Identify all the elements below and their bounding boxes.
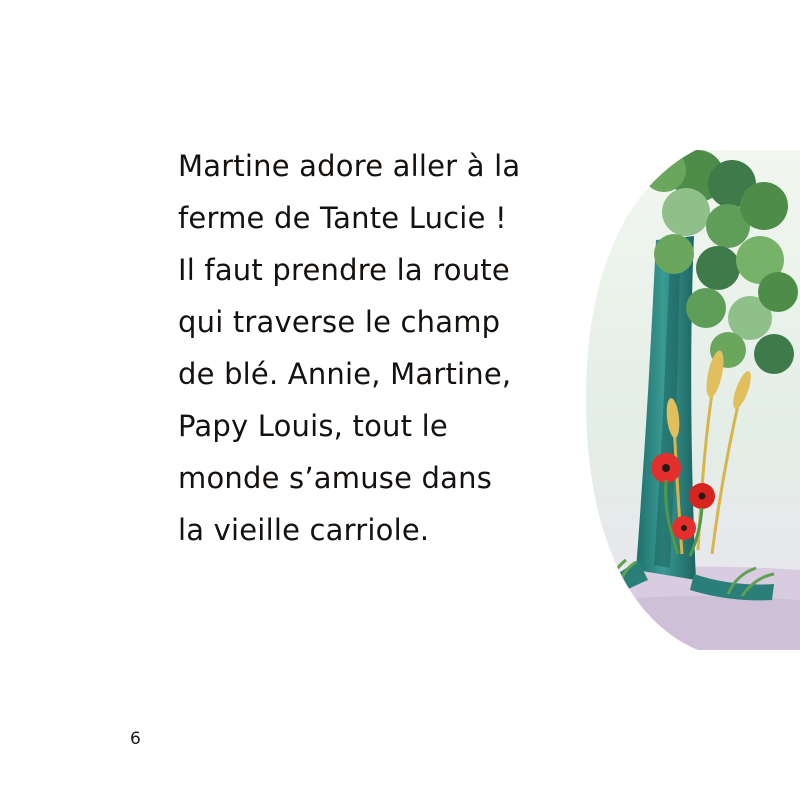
story-line: Il faut prendre la route — [178, 253, 510, 287]
illustration-tree-poppies-wheat — [578, 150, 800, 650]
page-number: 6 — [130, 729, 141, 749]
story-text-block — [178, 140, 578, 556]
story-line: de blé. Annie, Martine, — [178, 357, 512, 391]
illustration-svg — [578, 150, 800, 650]
story-line: la vieille carriole. — [178, 513, 430, 547]
story-line: Martine adore aller à la — [178, 149, 521, 183]
story-line: qui traverse le champ — [178, 305, 501, 339]
story-line: Papy Louis, tout le — [178, 409, 448, 443]
story-line: ferme de Tante Lucie ! — [178, 201, 507, 235]
story-line: monde s’amuse dans — [178, 461, 493, 495]
